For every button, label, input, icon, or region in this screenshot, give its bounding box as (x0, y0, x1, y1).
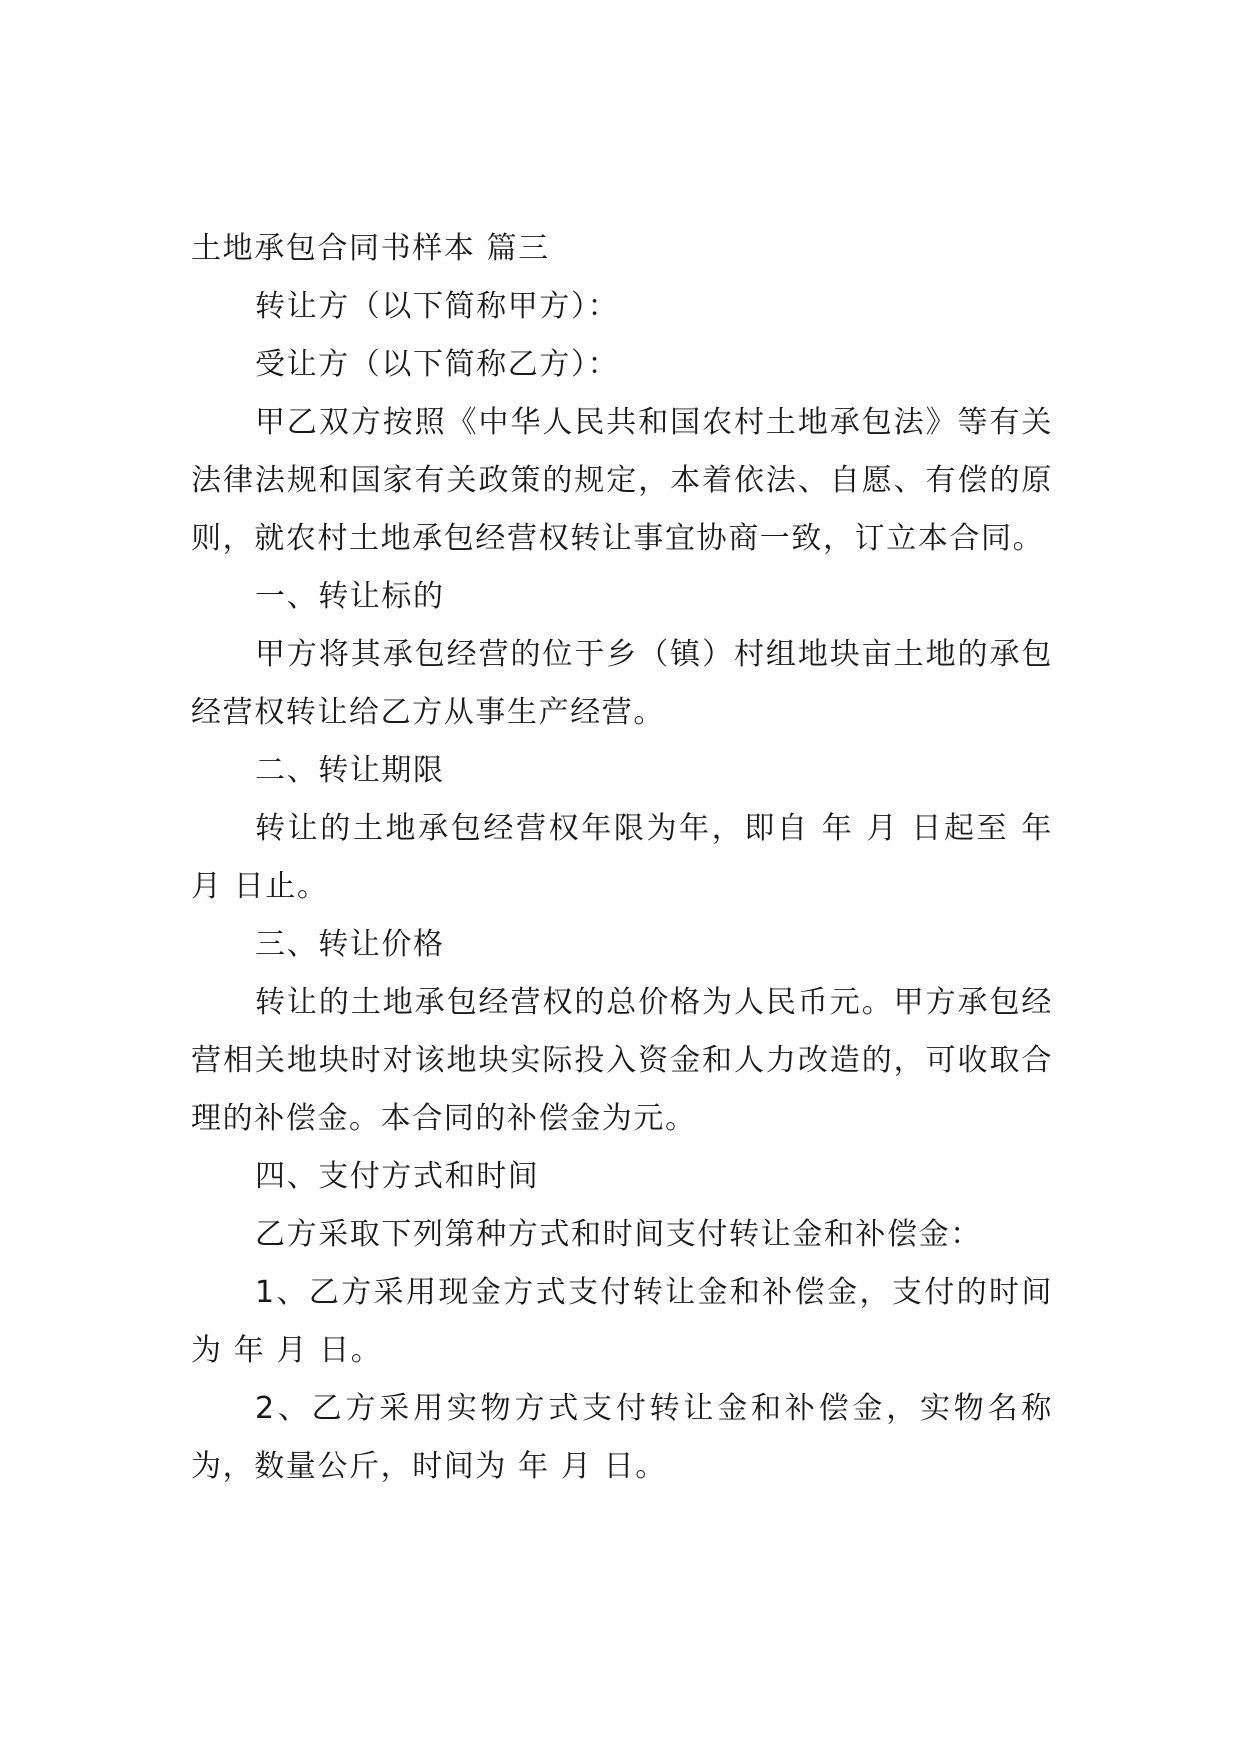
document-title: 土地承包合同书样本 篇三 (191, 231, 550, 266)
section-heading-1: 一、转让标的 (255, 579, 445, 614)
section-heading-2: 二、转让期限 (255, 753, 445, 788)
paragraph-payment-goods: 2、乙方采用实物方式支付转让金和补偿金，实物名称为，数量公斤，时间为 年 月 日。 (191, 1391, 1053, 1484)
section-heading-4: 四、支付方式和时间 (255, 1159, 540, 1194)
paragraph-term: 转让的土地承包经营权年限为年，即自 年 月 日起至 年 月 日止。 (191, 811, 1053, 904)
paragraph-payment-intro: 乙方采取下列第种方式和时间支付转让金和补偿金： (255, 1217, 982, 1252)
paragraph-price: 转让的土地承包经营权的总价格为人民币元。甲方承包经营相关地块时对该地块实际投入资金和人力改造的，可收取合理的补偿金。本合同的补偿金为元。 (191, 985, 1053, 1136)
document-body (191, 220, 1053, 1496)
section-heading-3: 三、转让价格 (255, 927, 445, 962)
paragraph-transferor: 转让方（以下简称甲方）： (255, 289, 620, 324)
paragraph-payment-cash: 1、乙方采用现金方式支付转让金和补偿金，支付的时间为 年 月 日。 (191, 1275, 1053, 1368)
paragraph-transferee: 受让方（以下简称乙方）： (255, 347, 620, 382)
paragraph-subject: 甲方将其承包经营的位于乡（镇）村组地块亩土地的承包经营权转让给乙方从事生产经营。 (191, 637, 1053, 730)
paragraph-preamble: 甲乙双方按照《中华人民共和国农村土地承包法》等有关法律法规和国家有关政策的规定，本着依法、自愿、有偿的原则，就农村土地承包经营权转让事宜协商一致，订立本合同。 (191, 405, 1053, 556)
